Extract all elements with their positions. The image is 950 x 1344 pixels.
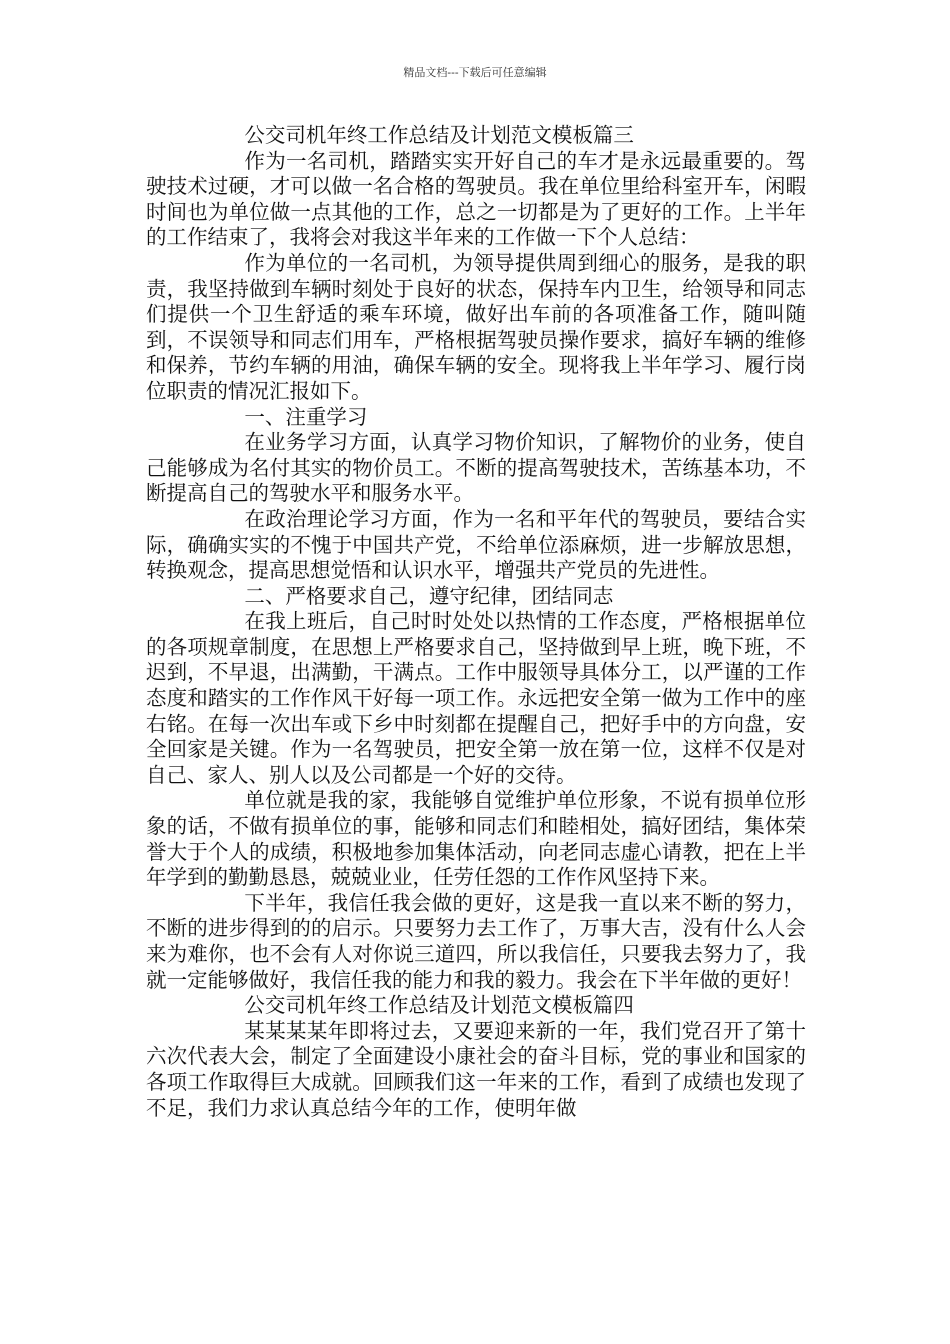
subheading-discipline: 二、严格要求自己，遵守纪律，团结同志 (244, 583, 614, 608)
paragraph: 作为单位的一名司机，为领导提供周到细心的服务，是我的职责，我坚持做到车辆时刻处于良好的状态，保持车内卫生，给领导和同志们提供一个卫生舒适的乘车环境，做好出车前的各项准备工作，随叫随到，不误领导和同志们用车，严格根据驾驶员操作要求，搞好车辆的维修和保养，节约车辆的用油，确保车辆的安全。现将我上半年学习、履行岗位职责的情况汇报如下。 (146, 250, 806, 403)
paragraph: 在政治理论学习方面，作为一名和平年代的驾驶员，要结合实际，确确实实的不愧于中国共产党，不给单位添麻烦，进一步解放思想，转换观念，提高思想觉悟和认识水平，增强共产党员的先进性。 (146, 506, 806, 583)
paragraph: 作为一名司机，踏踏实实开好自己的车才是永远最重要的。驾驶技术过硬，才可以做一名合格的驾驶员。我在单位里给科室开车，闲暇时间也为单位做一点其他的工作，总之一切都是为了更好的工作。上半年的工作结束了，我将会对我这半年来的工作做一下个人总结： (146, 148, 806, 250)
paragraph: 在业务学习方面，认真学习物价知识，了解物价的业务，使自己能够成为名付其实的物价员工。不断的提高驾驶技术，苦练基本功，不断提高自己的驾驶水平和服务水平。 (146, 430, 806, 506)
paragraph: 在我上班后，自己时时处处以热情的工作态度，严格根据单位的各项规章制度，在思想上严格要求自己，坚持做到早上班，晚下班，不迟到，不早退，出满勤，干满点。工作中服领导具体分工，以严谨的工作态度和踏实的工作作风干好每一项工作。永远把安全第一做为工作中的座右铭。在每一次出车或下乡中时刻都在提醒自己，把好手中的方向盘，安全回家是关键。作为一名驾驶员，把安全第一放在第一位，这样不仅是对自己、家人、别人以及公司都是一个好的交待。 (146, 609, 806, 787)
subheading-study: 一、注重学习 (244, 404, 368, 429)
paragraph: 下半年，我信任我会做的更好，这是我一直以来不断的努力，不断的进步得到的的启示。只要努力去工作了，万事大吉，没有什么人会来为难你，也不会有人对你说三道四，所以我信任，只要我去努力了，我就一定能够做好，我信任我的能力和我的毅力。我会在下半年做的更好！ (146, 890, 806, 992)
paragraph: 单位就是我的家，我能够自觉维护单位形象，不说有损单位形象的话，不做有损单位的事，能够和同志们和睦相处，搞好团结，集体荣誉大于个人的成绩，积极地参加集体活动，向老同志虚心请教，把在上半年学到的勤勤恳恳，兢兢业业，任劳任怨的工作作风坚持下来。 (146, 788, 806, 890)
document-body (146, 123, 806, 1121)
header-note: 精品文档---下载后可任意编辑 (403, 66, 547, 79)
section-title-3: 公交司机年终工作总结及计划范文模板篇三 (244, 123, 634, 147)
section-title-4: 公交司机年终工作总结及计划范文模板篇四 (244, 993, 634, 1018)
paragraph: 某某某某年即将过去，又要迎来新的一年，我们党召开了第十六次代表大会，制定了全面建设小康社会的奋斗目标，党的事业和国家的各项工作取得巨大成就。回顾我们这一年来的工作，看到了成绩也发现了不足，我们力求认真总结今年的工作，使明年做 (146, 1018, 806, 1120)
